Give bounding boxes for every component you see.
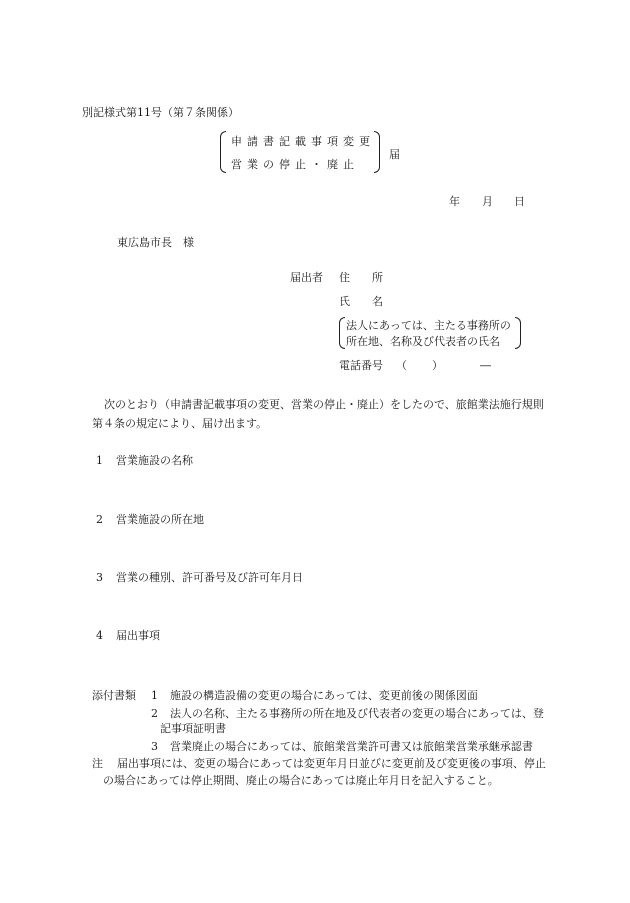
title-suffix: 届 [389,148,400,161]
attachment-3-text: 営業廃止の場合にあっては、旅館業営業許可書又は旅館業営業承継承認書 [170,740,533,753]
attachment-1-number: 1 [151,689,158,702]
phone-open-paren: （ [396,359,407,372]
attachment-1-text: 施設の構造設備の変更の場合にあっては、変更前後の関係図面 [170,689,478,702]
note-line1: 届出事項には、変更の場合にあっては変更年月日並びに変更前及び変更後の事項、停止 [117,757,546,770]
date-month: 月 [482,195,493,208]
body-line2: 第４条の規定により、届け出ます。 [92,417,268,430]
item-1-text: 営業施設の名称 [116,454,193,467]
body-line1: 次のとおり（申請書記載事項の変更、営業の停止・廃止）をしたので、旅館業法施行規則 [104,398,544,411]
item-4-number: 4 [96,629,103,642]
item-2-number: 2 [96,513,103,526]
item-1-number: 1 [96,454,103,467]
addressee: 東広島市長 様 [117,236,194,249]
note-label: 注 [92,757,103,770]
title-line2: 営業の停止・廃止 [231,158,359,171]
corp-note-right-paren [515,317,521,349]
corp-note-left-paren [339,317,345,349]
attachment-2-number: 2 [151,707,158,720]
phone-close-paren: ） [432,359,443,372]
note-line2: の場合にあっては停止期間、廃止の場合にあっては廃止年月日を記入すること。 [103,774,499,787]
attachment-3-number: 3 [151,740,158,753]
title-line1: 申請書記載事項変更 [231,135,375,148]
corp-note-line2: 所在地、名称及び代表者の氏名 [346,335,500,348]
phone-dash: ― [480,359,491,372]
title-right-paren [374,131,380,173]
date-year: 年 [449,195,460,208]
applicant-label: 届出者 [290,271,323,284]
attachments-label: 添付書類 [92,689,136,702]
item-4-text: 届出事項 [116,629,160,642]
attachment-2-text-line1: 法人の名称、主たる事務所の所在地及び代表者の変更の場合にあっては、登 [170,707,544,720]
attachment-2-text-line2: 記事項証明書 [160,722,226,735]
form-number: 別記様式第11号（第７条関係） [82,106,239,119]
title-left-paren [220,131,226,173]
address-label: 住 所 [339,271,383,284]
phone-label: 電話番号 [339,359,383,372]
date-day: 日 [514,195,525,208]
item-3-text: 営業の種別、許可番号及び許可年月日 [116,571,303,584]
item-2-text: 営業施設の所在地 [116,513,204,526]
corp-note-line1: 法人にあっては、主たる事務所の [346,319,511,332]
item-3-number: 3 [96,571,103,584]
name-label: 氏 名 [339,295,383,308]
